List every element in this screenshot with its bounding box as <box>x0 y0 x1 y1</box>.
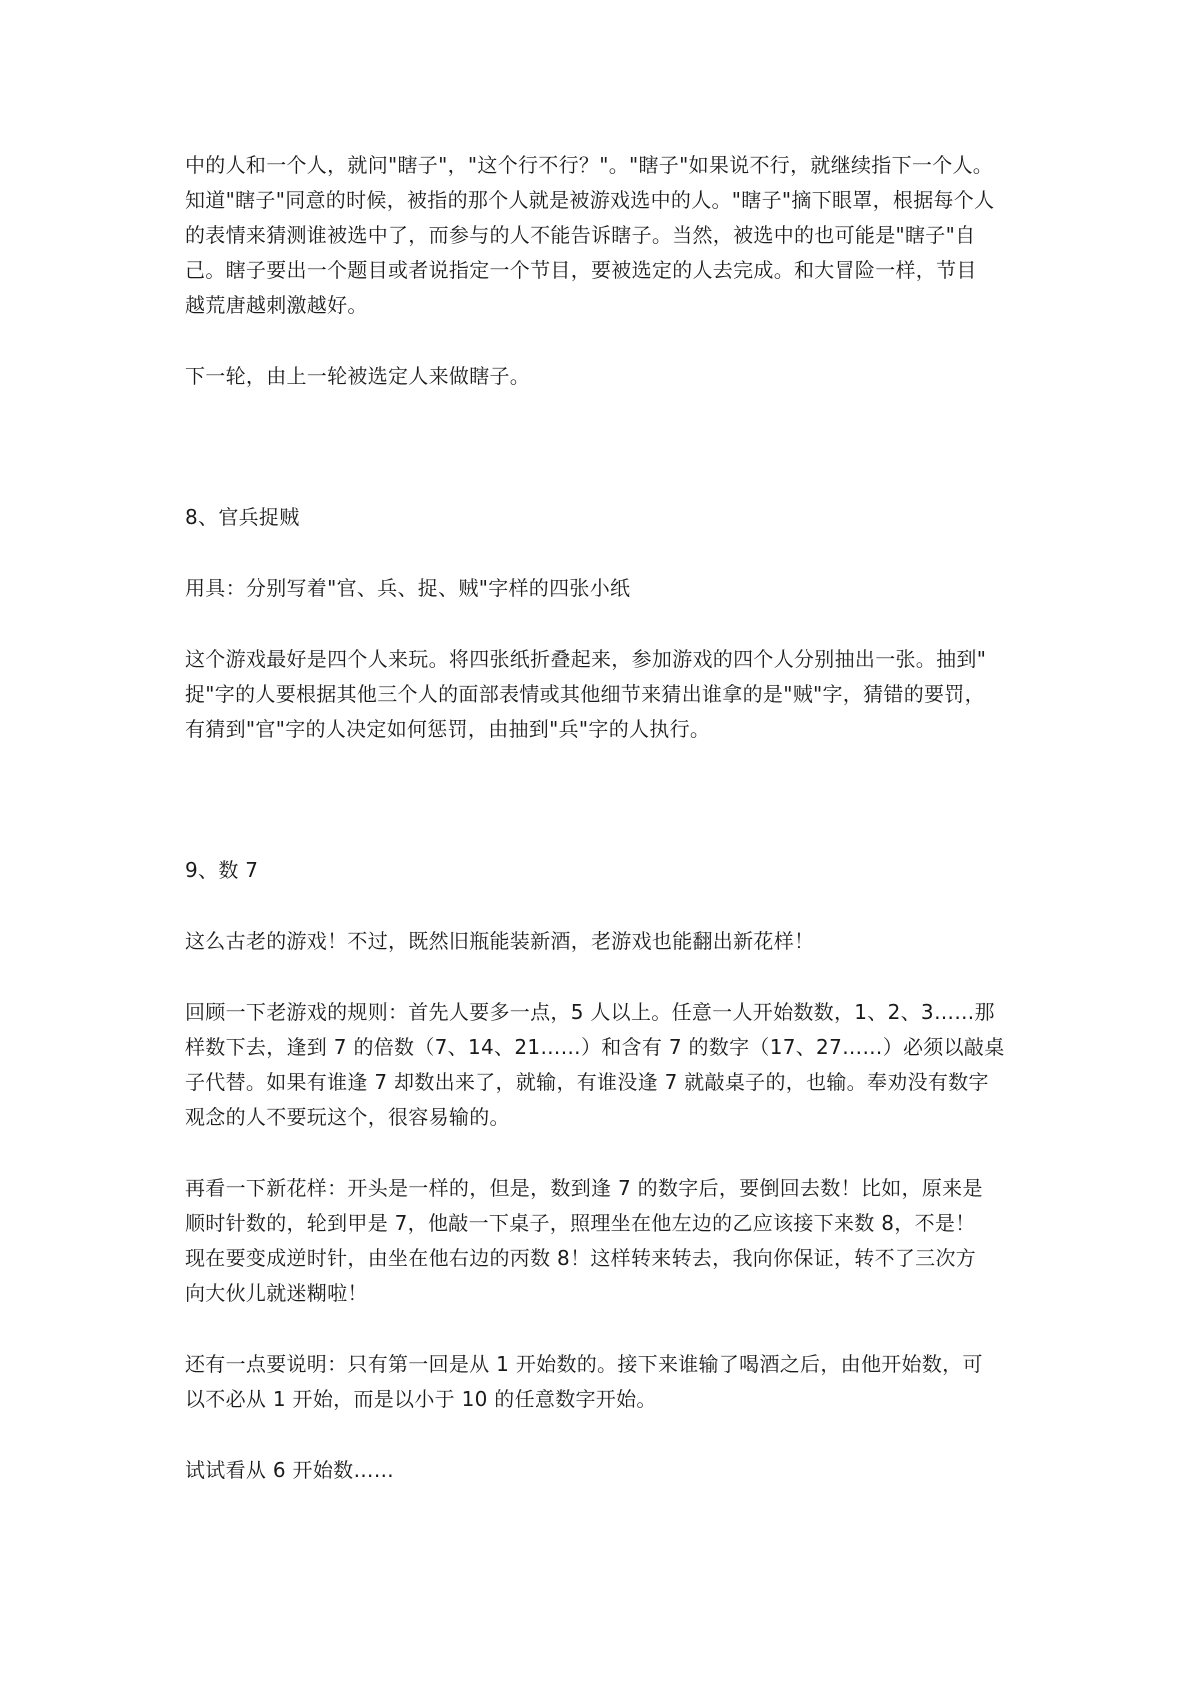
text-line: 观念的人不要玩这个，很容易输的。 <box>185 1105 510 1129</box>
paragraph-officer-game-rules <box>185 642 1030 747</box>
text-line: 这个游戏最好是四个人来玩。将四张纸折叠起来，参加游戏的四个人分别抽出一张。抽到" <box>185 647 987 671</box>
text-line: 捉"字的人要根据其他三个人的面部表情或其他细节来猜出谁拿的是"贼"字，猜错的要罚， <box>185 682 985 706</box>
text-line: 回顾一下老游戏的规则：首先人要多一点，5 人以上。任意一人开始数数，1、2、3……那 <box>185 1000 995 1024</box>
section-heading-8 <box>185 500 1030 535</box>
paragraph-new-variant <box>185 1171 1030 1311</box>
document-body <box>185 148 1030 1488</box>
text-line: 越荒唐越刺激越好。 <box>185 293 368 317</box>
text-line: 子代替。如果有谁逢 7 却数出来了，就输，有谁没逢 7 就敲桌子的，也输。奉劝没有数字 <box>185 1070 989 1094</box>
text-line: 下一轮，由上一轮被选定人来做瞎子。 <box>185 364 531 388</box>
paragraph-equipment <box>185 571 1030 606</box>
paragraph-intro <box>185 924 1030 959</box>
paragraph-blind-man-rules <box>185 148 1030 323</box>
heading-text: 8、官兵捉贼 <box>185 505 300 529</box>
text-line: 试试看从 6 开始数…… <box>185 1458 395 1482</box>
text-line: 再看一下新花样：开头是一样的，但是，数到逢 7 的数字后，要倒回去数！比如，原来是 <box>185 1176 983 1200</box>
text-line: 有猜到"官"字的人决定如何惩罚，由抽到"兵"字的人执行。 <box>185 717 711 741</box>
paragraph-next-round <box>185 359 1030 394</box>
text-line: 这么古老的游戏！不过，既然旧瓶能装新酒，老游戏也能翻出新花样！ <box>185 929 815 953</box>
text-line: 以不必从 1 开始，而是以小于 10 的任意数字开始。 <box>185 1387 657 1411</box>
text-line: 样数下去，逢到 7 的倍数（7、14、21……）和含有 7 的数字（17、27……）必须以敲桌 <box>185 1035 1005 1059</box>
text-line: 还有一点要说明：只有第一回是从 1 开始数的。接下来谁输了喝酒之后，由他开始数，可 <box>185 1352 983 1376</box>
text-line: 顺时针数的，轮到甲是 7，他敲一下桌子，照理坐在他左边的乙应该接下来数 8，不是！ <box>185 1211 976 1235</box>
text-line: 向大伙儿就迷糊啦！ <box>185 1281 368 1305</box>
text-line: 的表情来猜测谁被选中了，而参与的人不能告诉瞎子。当然，被选中的也可能是"瞎子"自 <box>185 223 976 247</box>
paragraph-try-six <box>185 1453 1030 1488</box>
text-line: 己。瞎子要出一个题目或者说指定一个节目，要被选定的人去完成。和大冒险一样，节目 <box>185 258 977 282</box>
text-line: 中的人和一个人，就问"瞎子"，"这个行不行？"。"瞎子"如果说不行，就继续指下一个人。 <box>185 153 994 177</box>
text-line: 用具：分别写着"官、兵、捉、贼"字样的四张小纸 <box>185 576 631 600</box>
text-line: 知道"瞎子"同意的时候，被指的那个人就是被游戏选中的人。"瞎子"摘下眼罩，根据每个人 <box>185 188 995 212</box>
paragraph-old-rules <box>185 995 1030 1135</box>
text-line: 现在要变成逆时针，由坐在他右边的丙数 8！这样转来转去，我向你保证，转不了三次方 <box>185 1246 977 1270</box>
section-heading-9 <box>185 853 1030 888</box>
heading-text: 9、数 7 <box>185 858 259 882</box>
paragraph-extra-note <box>185 1347 1030 1417</box>
